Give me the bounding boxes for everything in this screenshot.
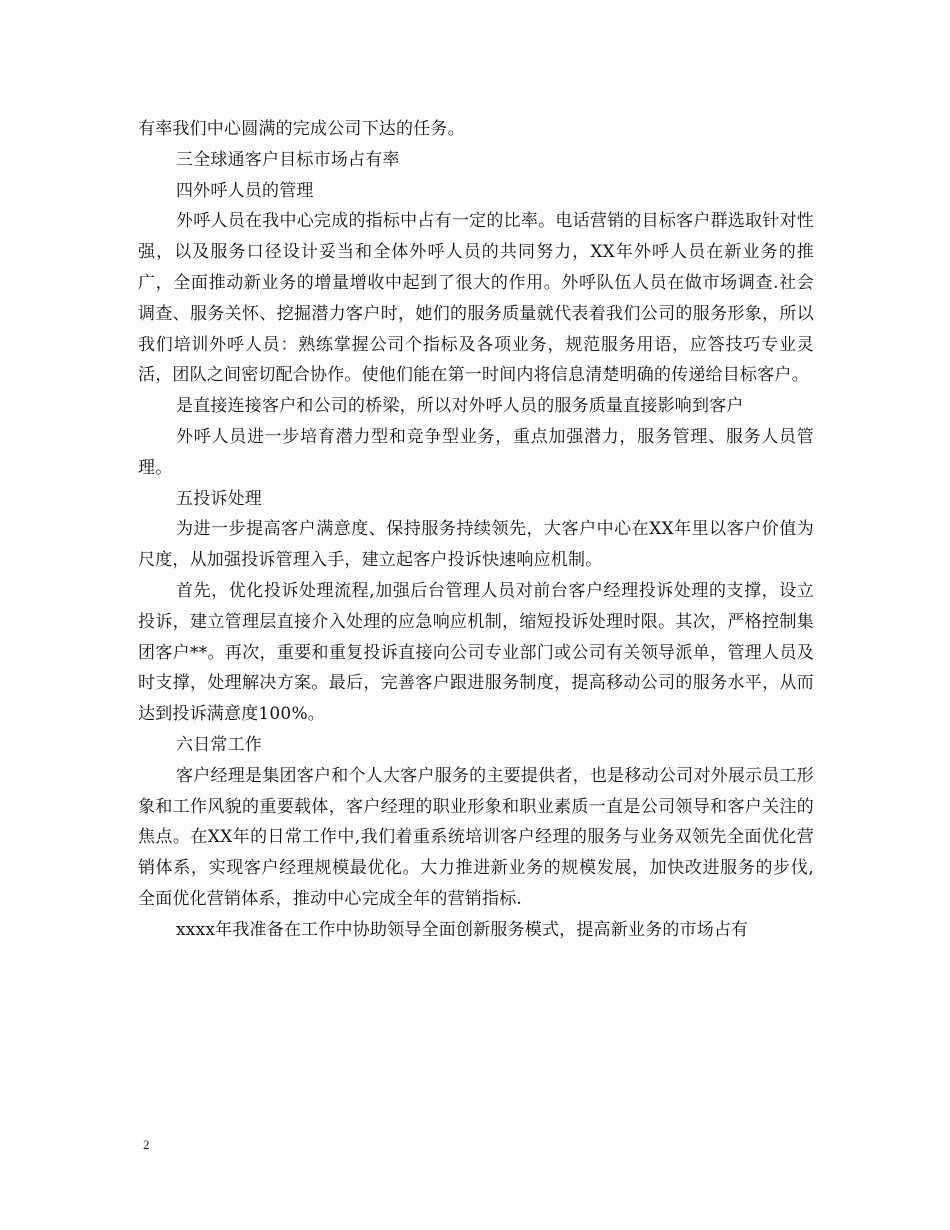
document-body xyxy=(138,114,814,946)
paragraph-10: 六日常工作 xyxy=(176,734,262,755)
paragraph-2: 三全球通客户目标市场占有率 xyxy=(176,149,400,170)
paragraph-5: 是直接连接客户和公司的桥梁，所以对外呼人员的服务质量直接影响到客户 xyxy=(176,396,744,417)
paragraph-4: 外呼人员在我中心完成的指标中占有一定的比率。电话营销的目标客户群选取针对性强，以及服务口径设计妥当和全体外呼人员的共同努力，XX年外呼人员在新业务的推广，全面推动新业务的增量增收中起到了很大的作用。外呼队伍人员在做市场调查.社会调查、服务关怀、挖掘潜力客户时，她们的服务质量就代表着我们公司的服务形象，所以我们培训外呼人员：熟练掌握公司个指标及各项业务，规范服务用语，应答技巧专业灵活，团队之间密切配合协作。使他们能在第一时间内将信息清楚明确的传递给目标客户。 xyxy=(138,211,814,386)
page-number: 2 xyxy=(143,1137,150,1152)
paragraph-8: 为进一步提高客户满意度、保持服务持续领先，大客户中心在XX年里以客户价值为尺度，从加强投诉管理入手，建立起客户投诉快速响应机制。 xyxy=(138,519,814,571)
paragraph-11: 客户经理是集团客户和个人大客户服务的主要提供者，也是移动公司对外展示员工形象和工作风貌的重要载体，客户经理的职业形象和职业素质一直是公司领导和客户关注的焦点。在XX年的日常工作中,我们着重系统培训客户经理的服务与业务双领先全面优化营销体系，实现客户经理规模最优化。大力推进新业务的规模发展，加快改进服务的步伐,全面优化营销体系，推动中心完成全年的营销指标. xyxy=(138,765,814,909)
paragraph-3: 四外呼人员的管理 xyxy=(176,180,314,201)
paragraph-7: 五投诉处理 xyxy=(176,488,262,509)
paragraph-6: 外呼人员进一步培育潜力型和竞争型业务，重点加强潜力，服务管理、服务人员管理。 xyxy=(138,426,814,478)
paragraph-12: xxxx年我准备在工作中协助领导全面创新服务模式，提高新业务的市场占有 xyxy=(176,919,749,940)
paragraph-9: 首先，优化投诉处理流程,加强后台管理人员对前台客户经理投诉处理的支撑，设立投诉，建立管理层直接介入处理的应急响应机制，缩短投诉处理时限。其次，严格控制集团客户**。再次，重要和重复投诉直接向公司专业部门或公司有关领导派单，管理人员及时支撑，处理解决方案。最后，完善客户跟进服务制度，提高移动公司的服务水平，从而达到投诉满意度100%。 xyxy=(138,580,814,725)
paragraph-1: 有率我们中心圆满的完成公司下达的任务。 xyxy=(138,119,465,139)
